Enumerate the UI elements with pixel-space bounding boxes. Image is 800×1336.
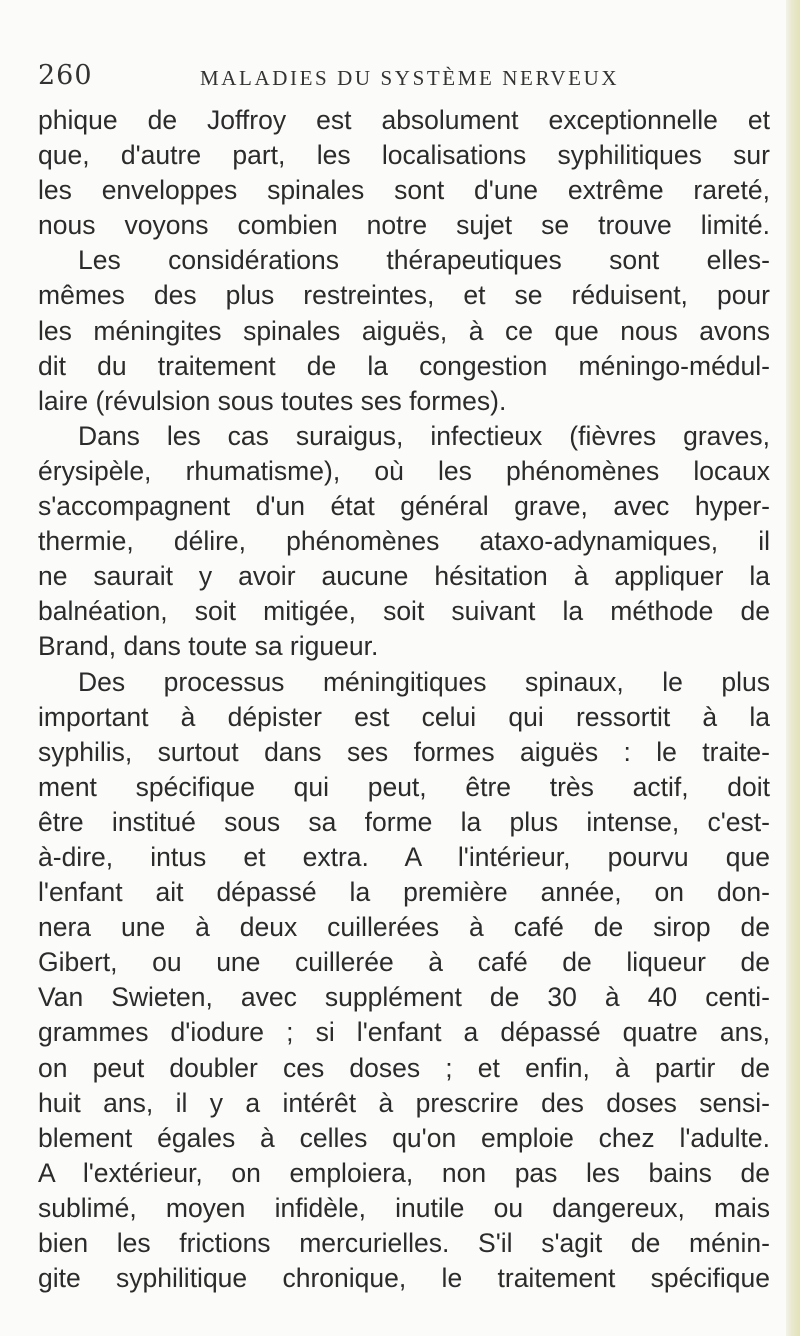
text-line: nous voyons combien notre sujet se trouve limité. bbox=[38, 210, 770, 241]
text-line: érysipèle, rhumatisme), où les phénomènes locaux bbox=[38, 455, 770, 486]
text-line: huit ans, il y a intérêt à prescrire des doses sensi- bbox=[38, 1087, 770, 1118]
text-line: blement égales à celles qu'on emploie chez l'adulte. bbox=[38, 1122, 770, 1153]
text-line: bien les frictions mercurielles. S'il s'agit de ménin- bbox=[38, 1228, 770, 1258]
text-line: que, d'autre part, les localisations syphilitiques sur bbox=[38, 140, 770, 171]
body-text bbox=[38, 103, 770, 1296]
text-line: s'accompagnent d'un état général grave, avec hyper- bbox=[38, 491, 770, 522]
text-line: sublimé, moyen infidèle, inutile ou dangereux, mais bbox=[38, 1192, 770, 1223]
text-line: Gibert, ou une cuillerée à café de liqueur de bbox=[38, 947, 770, 978]
page-edge bbox=[786, 0, 800, 1336]
text-line: syphilis, surtout dans ses formes aiguës : le traite- bbox=[38, 736, 770, 767]
text-line: important à dépister est celui qui ressortit à la bbox=[38, 701, 770, 732]
text-line: Dans les cas suraigus, infectieux (fièvres graves, bbox=[78, 420, 770, 451]
text-line: Les considérations thérapeutiques sont elles- bbox=[78, 245, 770, 276]
text-line: les méningites spinales aiguës, à ce que nous avons bbox=[38, 315, 770, 346]
text-line: Brand, dans toute sa rigueur. bbox=[38, 631, 379, 662]
text-line: Van Swieten, avec supplément de 30 à 40 centi- bbox=[38, 982, 770, 1013]
text-line: Des processus méningitiques spinaux, le plus bbox=[78, 666, 770, 697]
text-line: grammes d'iodure ; si l'enfant a dépassé quatre ans, bbox=[38, 1017, 770, 1048]
page-number: 260 bbox=[38, 60, 93, 91]
text-line: thermie, délire, phénomènes ataxo-adynamiques, il bbox=[38, 526, 770, 557]
text-line: on peut doubler ces doses ; et enfin, à partir de bbox=[38, 1052, 770, 1083]
text-line: les enveloppes spinales sont d'une extrême rareté, bbox=[38, 175, 770, 206]
text-line: être institué sous sa forme la plus intense, c'est- bbox=[38, 806, 770, 837]
text-line: ne saurait y avoir aucune hésitation à appliquer la bbox=[38, 561, 770, 592]
text-line: balnéation, soit mitigée, soit suivant la méthode de bbox=[38, 596, 770, 627]
text-line: phique de Joffroy est absolument exceptionnelle et bbox=[38, 105, 770, 135]
text-line: mêmes des plus restreintes, et se réduisent, pour bbox=[38, 280, 770, 311]
text-line: ment spécifique qui peut, être très actif, doit bbox=[38, 771, 770, 802]
text-line: dit du traitement de la congestion méningo-médul- bbox=[38, 350, 770, 381]
text-line: gite syphilitique chronique, le traitement spécifique bbox=[38, 1263, 770, 1294]
text-line: A l'extérieur, on emploiera, non pas les bains de bbox=[38, 1157, 770, 1188]
page-header bbox=[38, 60, 768, 96]
text-line: à-dire, intus et extra. A l'intérieur, pourvu que bbox=[38, 841, 770, 872]
running-title: MALADIES DU SYSTÈME NERVEUX bbox=[200, 66, 620, 90]
text-line: nera une à deux cuillerées à café de sirop de bbox=[38, 912, 770, 943]
text-line: l'enfant ait dépassé la première année, on don- bbox=[38, 877, 770, 908]
text-line: laire (révulsion sous toutes ses formes). bbox=[38, 385, 507, 416]
